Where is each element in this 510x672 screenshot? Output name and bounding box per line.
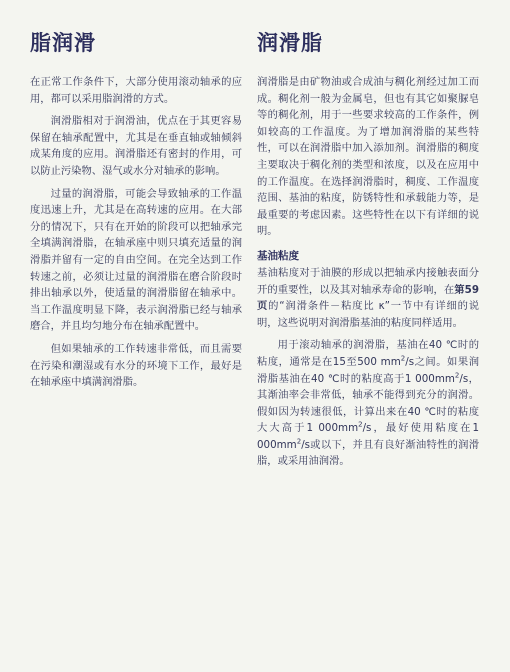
paragraph-grease-composition: 润滑脂是由矿物油或合成油与稠化剂经过加工而成。稠化剂一般为金属皂，但也有其它如聚脲皂等的稠化剂，用于一些要求较高的工作条件，例如较高的工作温度。为了增加润滑脂的某些特性，可以在润滑脂中加入添加剂。润滑脂的稠度主要取决于稠化剂的类型和浓度，以及在应用中的工作温度。在选择润滑脂时，稠度、工作温度范围、基油的粘度，防锈特性和承载能力等，是最重要的考虑因素。这些特性在以下有详细的说明。 [257,76,479,238]
section-title-grease-lubrication: 脂润滑 [30,30,96,55]
paragraph-viscosity-range [257,337,479,470]
subheading-base-oil-viscosity: 基油粘度 [257,249,299,262]
text-segment: /s或以下，并且有良好渐油特性的润滑脂，或采用油润滑。 [257,438,479,468]
text-segment: 的“润滑条件－粘度比 κ”一节中有详细的说明，这些说明对润滑脂基油的粘度同样适用。 [257,300,480,329]
superscript: 2 [296,437,302,446]
left-column [30,30,242,397]
superscript: 2 [454,371,460,380]
paragraph-advantages: 润滑脂相对于润滑油，优点在于其更容易保留在轴承配置中，尤其是在垂直轴或轴倾斜成某角度的应用。润滑脂还有密封的作用，可以防止污染物、湿气或水分对轴承的影响。 [30,115,242,177]
text-segment: 用于滚动轴承的润滑脂，基油在40 ℃时的粘度，通常是在15至500 mm [257,339,479,368]
section-title-grease: 润滑脂 [257,30,323,55]
text-segment: /s，最好使用粘度在1 000mm [257,422,480,451]
right-column [257,30,479,476]
paragraph-viscosity-importance [257,265,479,331]
text-segment: /s，其渐油率会非常低，轴承不能得到充分的润滑。假如因为转速很低，计算出来在40 ℃时的粘度大大高于1 000mm [257,372,479,435]
text-segment: /s之间。如果润滑脂基油在40 ℃时的粘度高于1 000mm [257,355,479,385]
text-segment: 基油粘度对于油膜的形成以把轴承内接触表面分开的重要性，以及其对轴承寿命的影响，在 [257,266,479,296]
paragraph-intro: 在正常工作条件下，大部分使用滚动轴承的应用，都可以采用脂润滑的方式。 [30,76,242,105]
superscript: 2 [358,420,363,429]
paragraph-low-speed: 但如果轴承的工作转速非常低，而且需要在污染和潮湿或有水分的环境下工作，最好是在轴承座中填满润滑脂。 [30,342,242,389]
page-reference: 第59页 [257,283,479,313]
superscript: 2 [400,354,406,363]
paragraph-excess-grease: 过量的润滑脂，可能会导致轴承的工作温度迅速上升，尤其是在高转速的应用。在大部分的情况下，只有在开始的阶段可以把轴承完全填满润滑脂，在轴承座中则只填充适量的润滑脂并留有一定的自由空间。在完全达到工作转速之前，必须让过量的润滑脂在磨合阶段时排出轴承以外，使适量的润滑脂留在轴承中。当工作温度明显下降，表示润滑脂已经与轴承磨合，并且均匀地分布在轴承配置中。 [30,187,242,333]
